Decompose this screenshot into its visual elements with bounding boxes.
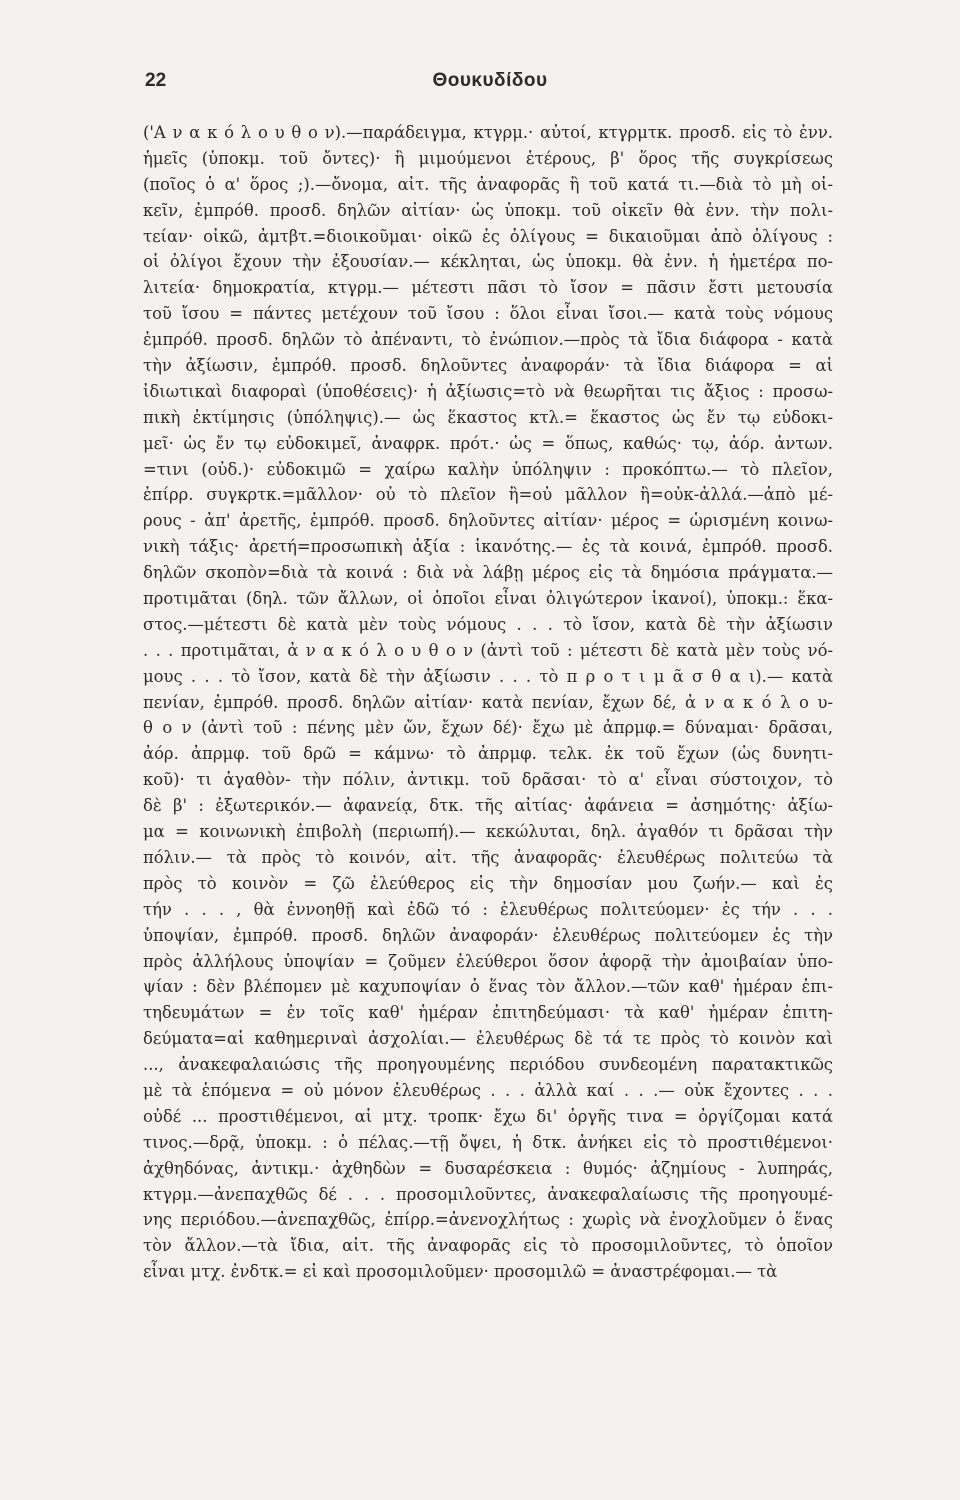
- text-line: πρὸς ἀλλήλους ὑποψίαν = ζοῦμεν ἐλεύθεροι ὅσον ἀφορᾷ τὴν ἀμοιβαίαν ὑπο-: [143, 951, 833, 971]
- text-line: ..., ἀνακεφαλαιώσις τῆς προηγουμένης περιόδου συνδεομένη παρατακτικῶς: [143, 1055, 833, 1075]
- text-line: νικὴ τάξις· ἀρετή=προσωπικὴ ἀξία : ἱκανότης.— ἐς τὰ κοινά, ἐμπρόθ. προσδ.: [143, 537, 833, 557]
- text-line: μα = κοινωνικὴ ἐπιβολὴ (περιωπή).— κεκώλυται, δηλ. ἀγαθόν τι δρᾶσαι τὴν: [143, 822, 833, 842]
- text-line: ἡμεῖς (ὑποκμ. τοῦ ὄντες)· ἢ μιμούμενοι ἑτέρους, β' ὅρος τῆς συγκρίσεως: [143, 148, 833, 168]
- text-line: ρους - ἀπ' ἀρετῆς, ἐμπρόθ. προσδ. δηλοῦντες αἰτίαν· μέρος = ὡρισμένη κοινω-: [143, 511, 833, 531]
- text-line: κεῖν, ἐμπρόθ. προσδ. δηλῶν αἰτίαν· ὡς ὑποκμ. τοῦ οἰκεῖν θὰ ἐνν. τὴν πολι-: [143, 200, 833, 220]
- text-line: πενίαν, ἐμπρόθ. προσδ. δηλῶν αἰτίαν· κατὰ πενίαν, ἔχων δέ, ἀ ν α κ ό λ ο υ-: [143, 692, 833, 712]
- text-line: ἰδιωτικαὶ διαφοραὶ (ὑποθέσεις)· ἡ ἀξίωσις=τὸ νὰ θεωρῆται τις ἄξιος : προσω-: [143, 381, 833, 401]
- text-line: κοῦ)· τι ἀγαθὸν- τὴν πόλιν, ἀντικμ. τοῦ δρᾶσαι· τὸ α' εἶναι σύστοιχον, τὸ: [143, 770, 833, 790]
- text-line: νης περιόδου.—ἀνεπαχθῶς, ἐπίρρ.=ἀνενοχλήτως : χωρὶς νὰ ἐνοχλοῦμεν ὁ ἕνας: [143, 1210, 833, 1230]
- text-line: λιτεία· δημοκρατία, κτγρμ.— μέτεστι πᾶσι τὸ ἴσον = πᾶσιν ἔστι μετουσία: [143, 278, 833, 298]
- text-line: μους . . . τὸ ἴσον, κατὰ δὲ τὴν ἀξίωσιν . . . τὸ π ρ ο τ ι μ ᾶ σ θ α ι).— κατὰ: [143, 666, 833, 686]
- text-line: πόλιν.— τὰ πρὸς τὸ κοινόν, αἰτ. τῆς ἀναφορᾶς· ἐλευθέρως πολιτεύω τὰ: [143, 847, 833, 867]
- commentary-text: [143, 120, 833, 1285]
- text-line: οὐδέ ... προστιθέμενοι, αἱ μτχ. τροπκ· ἔχω δι' ὀργῆς τινα = ὀργίζομαι κατά: [143, 1106, 833, 1126]
- text-line: τινος.—δρᾷ, ὑποκμ. : ὁ πέλας.—τῇ ὄψει, ἡ δτκ. ἀνήκει εἰς τὸ προστιθέμενοι·: [143, 1132, 833, 1152]
- page-number: 22: [145, 70, 167, 91]
- running-title: Θουκυδίδου: [432, 70, 548, 91]
- text-line: τὴν ἀξίωσιν, ἐμπρόθ. προσδ. δηλοῦντες ἀναφοράν· τὰ ἴδια διάφορα = αἱ: [143, 356, 833, 376]
- text-line: ὑποψίαν, ἐμπρόθ. προσδ. δηλῶν ἀναφοράν· ἐλευθέρως πολιτεύομεν ἐς τὴν: [143, 925, 833, 945]
- text-line: ἀχθηδόνας, ἀντικμ.· ἀχθηδὼν = δυσαρέσκεια : θυμός· ἀζημίους - λυπηράς,: [143, 1158, 833, 1178]
- text-line: κτγρμ.—ἀνεπαχθῶς δέ . . . προσομιλοῦντες, ἀνακεφαλαίωσις τῆς προηγουμέ-: [143, 1184, 833, 1204]
- text-line: τηδευμάτων = ἐν τοῖς καθ' ἡμέραν ἐπιτηδεύμασι· τὰ καθ' ἡμέραν ἐπιτη-: [143, 1003, 833, 1023]
- page-header: [145, 70, 835, 104]
- text-line: θ ο ν (ἀντὶ τοῦ : πένης μὲν ὤν, ἔχων δέ)· ἔχω μὲ ἀπρμφ.= δύναμαι· δρᾶσαι,: [143, 718, 833, 738]
- text-line: τὸν ἄλλον.—τὰ ἴδια, αἰτ. τῆς ἀναφορᾶς εἰς τὸ προσομιλοῦντες, τὸ ὁποῖον: [143, 1236, 833, 1256]
- text-line: . . . προτιμᾶται, ἀ ν α κ ό λ ο υ θ ο ν (ἀντὶ τοῦ : μέτεστι δὲ κατὰ μὲν τοὺς νό-: [143, 640, 833, 660]
- text-line: εἶναι μτχ. ἐνδτκ.= εἰ καὶ προσομιλοῦμεν· προσομιλῶ = ἀναστρέφομαι.— τὰ: [143, 1262, 778, 1282]
- text-line: τείαν· οἰκῶ, ἀμτβτ.=διοικοῦμαι· οἰκῶ ἐς ὀλίγους = δικαιοῦμαι ἀπὸ ὀλίγους :: [143, 226, 833, 246]
- text-line: πικὴ ἐκτίμησις (ὑπόληψις).— ὡς ἕκαστος κτλ.= ἕκαστος ὡς ἔν τῳ εὐδοκι-: [143, 407, 833, 427]
- text-line: πρὸς τὸ κοινὸν = ζῶ ἐλεύθερος εἰς τὴν δημοσίαν μου ζωήν.— καὶ ἐς: [143, 873, 833, 893]
- text-line: δεύματα=αἱ καθημεριναὶ ἀσχολίαι.— ἐλευθέρως δὲ τά τε πρὸς τὸ κοινὸν καὶ: [143, 1029, 833, 1049]
- text-line: =τινι (οὐδ.)· εὐδοκιμῶ = χαίρω καλὴν ὑπόληψιν : προκόπτω.— τὸ πλεῖον,: [143, 459, 833, 479]
- text-line: τοῦ ἴσου = πάντες μετέχουν τοῦ ἴσου : ὅλοι εἶναι ἴσοι.— κατὰ τοὺς νόμους: [143, 304, 833, 324]
- text-line: ('Α ν α κ ό λ ο υ θ ο ν).—παράδειγμα, κτγρμ.· αὐτοί, κτγρμτκ. προσδ. εἰς τὸ ἐνν.: [143, 123, 833, 142]
- text-line: μεῖ· ὡς ἔν τῳ εὐδοκιμεῖ, ἀναφρκ. πρότ.· ὡς = ὅπως, καθώς· τῳ, ἀόρ. ἀντων.: [143, 433, 833, 453]
- text-line: στος.—μέτεστι δὲ κατὰ μὲν τοὺς νόμους . . . τὸ ἴσον, κατὰ δὲ τὴν ἀξίωσιν: [143, 614, 833, 634]
- text-line: οἱ ὀλίγοι ἔχουν τὴν ἐξουσίαν.— κέκληται, ὡς ὑποκμ. θὰ ἐνν. ἡ ἡμετέρα πο-: [143, 252, 833, 272]
- text-line: δηλῶν σκοπὸν=διὰ τὰ κοινά : διὰ νὰ λάβῃ μέρος εἰς τὰ δημόσια πράγματα.—: [143, 563, 833, 583]
- text-line: προτιμᾶται (δηλ. τῶν ἄλλων, οἱ ὁποῖοι εἶναι ὀλιγώτερον ἱκανοί), ὑποκμ.: ἕκα-: [143, 589, 833, 609]
- text-line: μὲ τὰ ἑπόμενα = οὐ μόνον ἐλευθέρως . . . ἀλλὰ καί . . .— οὐκ ἔχοντες . . .: [143, 1080, 833, 1100]
- text-line: ψίαν : δὲν βλέπομεν μὲ καχυποψίαν ὁ ἕνας τὸν ἄλλον.—τῶν καθ' ἡμέραν ἐπι-: [143, 977, 833, 997]
- text-line: δὲ β' : ἐξωτερικόν.— ἀφανείᾳ, δτκ. τῆς αἰτίας· ἀφάνεια = ἀσημότης· ἀξίω-: [143, 796, 833, 816]
- text-line: ἐμπρόθ. προσδ. δηλῶν τὸ ἀπέναντι, τὸ ἐνώπιον.—πρὸς τὰ ἴδια διάφορα - κατὰ: [143, 330, 833, 350]
- text-line: ἐπίρρ. συγκρτκ.=μᾶλλον· οὐ τὸ πλεῖον ἢ=οὐ μᾶλλον ἢ=οὐκ-ἀλλά.—ἀπὸ μέ-: [143, 485, 833, 505]
- text-line: ἀόρ. ἀπρμφ. τοῦ δρῶ = κάμνω· τὸ ἀπρμφ. τελκ. ἐκ τοῦ ἔχων (ὡς δυνητι-: [143, 744, 833, 764]
- text-line: τήν . . . , θὰ ἐννοηθῇ καὶ ἐδῶ τό : ἐλευθέρως πολιτεύομεν· ἐς τήν . . .: [143, 899, 833, 919]
- text-line: (ποῖος ὁ α' ὅρος ;).—ὄνομα, αἰτ. τῆς ἀναφορᾶς ἢ τοῦ κατά τι.—διὰ τὸ μὴ οἰ-: [143, 174, 833, 194]
